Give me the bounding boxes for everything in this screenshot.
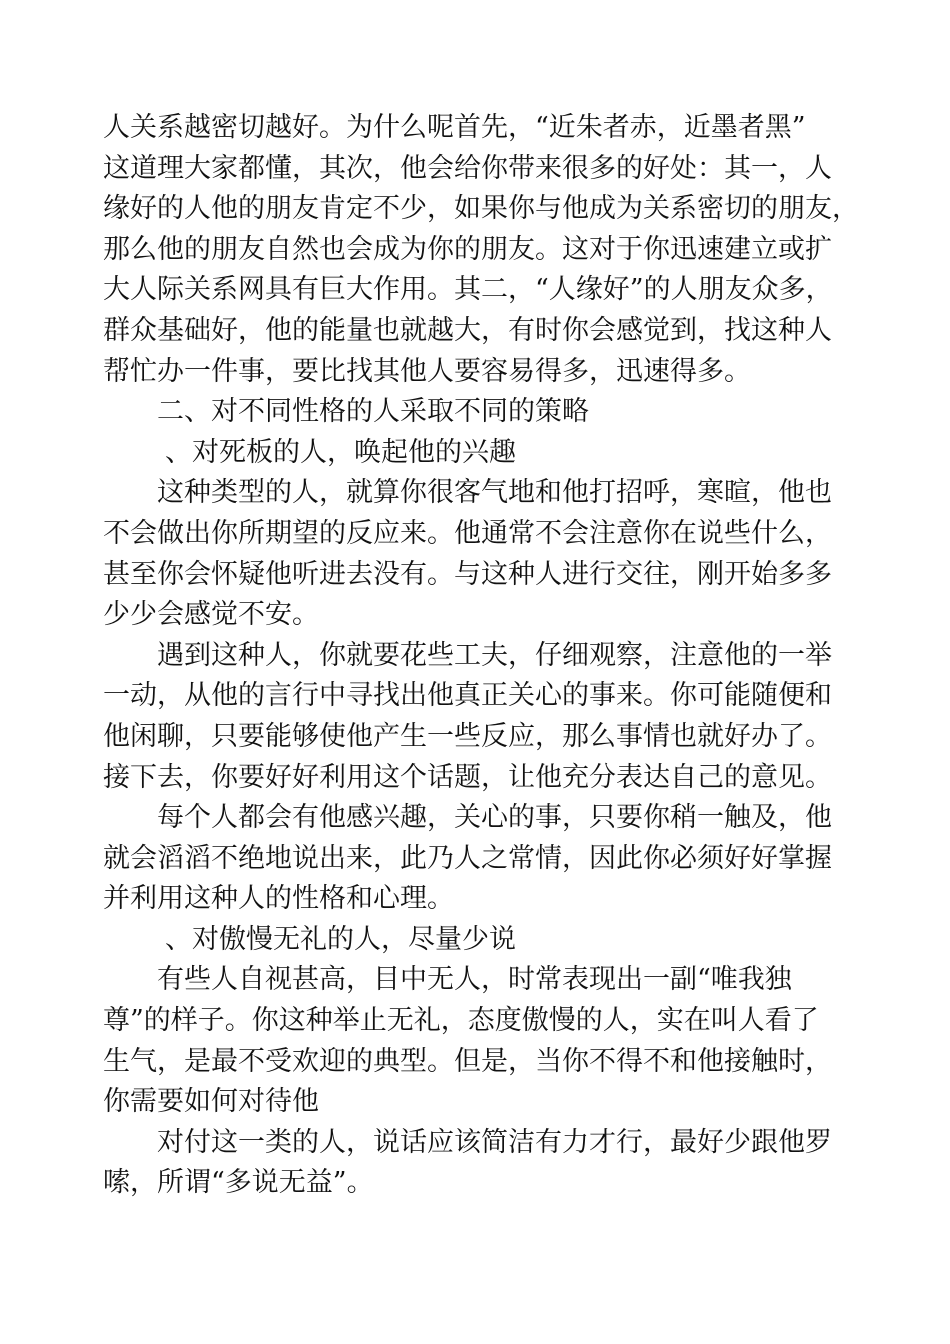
text-line: 缘好的人他的朋友肯定不少，如果你与他成为关系密切的朋友， — [103, 193, 859, 225]
text-line: 有些人自视甚高，目中无人，时常表现出一副“唯我独 — [157, 964, 792, 996]
text-line: 并利用这种人的性格和心理。 — [103, 883, 454, 915]
text-line: 大人际关系网具有巨大作用。其二，“人缘好”的人朋友众多， — [103, 274, 833, 306]
text-line: 不会做出你所期望的反应来。他通常不会注意你在说些什么， — [103, 517, 832, 549]
text-line: 这道理大家都懂，其次，他会给你带来很多的好处：其一，人 — [103, 152, 832, 184]
text-line: 他闲聊，只要能够使他产生一些反应，那么事情也就好办了。 — [103, 720, 832, 752]
text-line: 帮忙办一件事，要比找其他人要容易得多，迅速得多。 — [103, 355, 751, 387]
text-line: 人关系越密切越好。为什么呢首先，“近朱者赤，近墨者黑” — [103, 112, 806, 143]
text-line: 遇到这种人，你就要花些工夫，仔细观察，注意他的一举 — [157, 639, 832, 671]
section-heading: 二、对不同性格的人采取不同的策略 — [157, 396, 589, 428]
text-line: 甚至你会怀疑他听进去没有。与这种人进行交往，刚开始多多 — [103, 558, 832, 590]
text-line: 这种类型的人，就算你很客气地和他打招呼，寒暄，他也 — [157, 477, 832, 509]
text-line: 尊”的样子。你这种举止无礼，态度傲慢的人，实在叫人看了 — [103, 1005, 819, 1037]
text-line: 群众基础好，他的能量也就越大，有时你会感觉到，找这种人 — [103, 314, 832, 346]
text-line: 少少会感觉不安。 — [103, 599, 319, 631]
text-line: 接下去，你要好好利用这个话题，让他充分表达自己的意见。 — [103, 761, 832, 793]
text-line: 就会滔滔不绝地说出来，此乃人之常情，因此你必须好好掌握 — [103, 842, 832, 874]
text-line: 每个人都会有他感兴趣，关心的事，只要你稍一触及，他 — [157, 802, 832, 834]
text-line: 一动，从他的言行中寻找出他真正关心的事来。你可能随便和 — [103, 680, 832, 712]
text-line: 对付这一类的人，说话应该简洁有力才行，最好少跟他罗 — [157, 1126, 832, 1158]
subsection-heading: 、对傲慢无礼的人，尽量少说 — [165, 923, 516, 955]
text-line: 嗦，所谓“多说无益”。 — [103, 1167, 374, 1199]
text-line: 生气，是最不受欢迎的典型。但是，当你不得不和他接触时， — [103, 1045, 832, 1077]
text-line: 那么他的朋友自然也会成为你的朋友。这对于你迅速建立或扩 — [103, 233, 832, 265]
text-line: 你需要如何对待他 — [103, 1086, 319, 1118]
body-text — [103, 108, 859, 1204]
subsection-heading: 、对死板的人，唤起他的兴趣 — [165, 436, 516, 468]
